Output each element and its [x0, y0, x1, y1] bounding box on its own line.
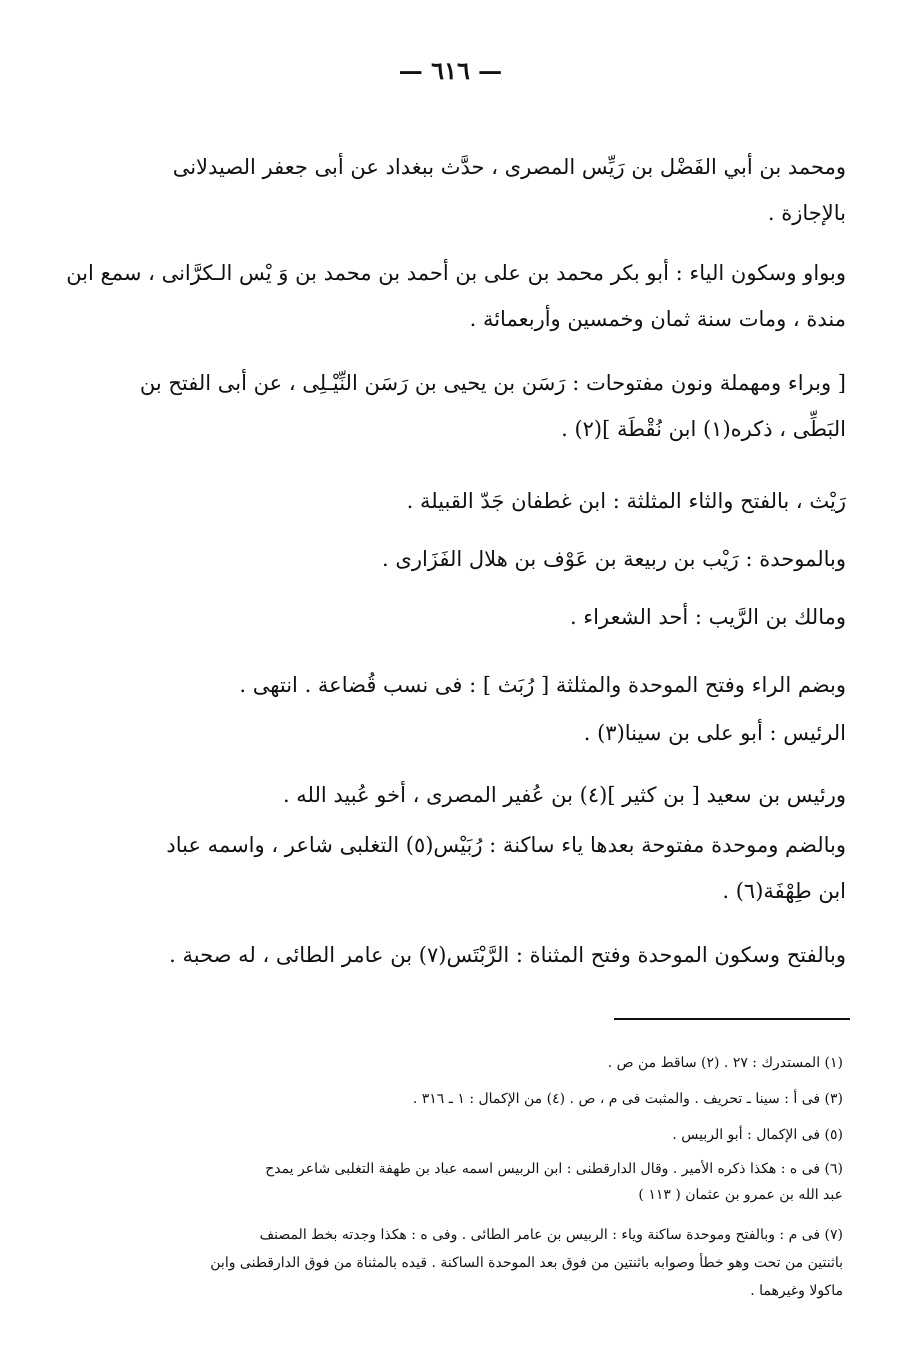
footnote-line: (٧) فى م : وبالفتح وموحدة ساكنة وياء : الربيس بن عامر الطائى . وفى ه : هكذا وجدته بخط المصنف — [259, 1227, 843, 1243]
body-line: ابن طِهْفَة(٦) . — [722, 879, 846, 903]
body-line: الرئيس : أبو على بن سينا(٣) . — [583, 721, 846, 745]
footnote-line: باثنتين من تحت وهو خطأ وصوابه باثنتين من فوق بعد الموحدة الساكنة . قيده بالمثناة من فوق الدارقطنى وابن — [210, 1255, 843, 1271]
footnote-line: (٣) فى أ : سينا ـ تحريف . والمثبت فى م ، ص . (٤) من الإكمال : ١ ـ ٣١٦ . — [412, 1091, 843, 1107]
body-line: وبالفتح وسكون الموحدة وفتح المثناة : الرَّبْتَس(٧) بن عامر الطائى ، له صحبة . — [169, 943, 846, 967]
body-line: رَيْث ، بالفتح والثاء المثلثة : ابن غطفان جَدّ القبيلة . — [406, 489, 846, 513]
footnote-line: ماكولا وغيرهما . — [750, 1283, 843, 1299]
body-line: ومحمد بن أبي الفَضْل بن رَيِّس المصرى ، حدَّث ببغداد عن أبى جعفر الصيدلانى — [172, 155, 846, 179]
body-line: وبضم الراء وفتح الموحدة والمثلثة [ رُبَث ] : فى نسب قُضاعة . انتهى . — [239, 673, 846, 697]
footnote-line: (٥) فى الإكمال : أبو الربيس . — [672, 1127, 843, 1143]
body-line: وبالضم وموحدة مفتوحة بعدها ياء ساكنة : رُبَيْس(٥) التغلبى شاعر ، واسمه عباد — [166, 833, 846, 857]
body-line: وبالموحدة : رَيْب بن ربيعة بن عَوْف بن هلال الفَزَارى . — [382, 547, 846, 571]
body-line: ورئيس بن سعيد [ بن كثير ](٤) بن عُفير المصرى ، أخو عُبيد الله . — [282, 783, 846, 807]
body-line: البَطِّى ، ذكره(١) ابن نُقْطَة ](٢) . — [561, 417, 846, 441]
body-line: مندة ، ومات سنة ثمان وخمسين وأربعمائة . — [469, 307, 846, 331]
footnote-line: (٦) فى ه : هكذا ذكره الأمير . وقال الدارقطنى : ابن الربيس اسمه عباد بن طهفة التغلبى شاعر يمدح — [265, 1161, 843, 1177]
body-line: بالإجازة . — [767, 201, 846, 225]
body-line: وبواو وسكون الياء : أبو بكر محمد بن على بن أحمد بن محمد بن وَ يْس الـكرَّانى ، سمع ابن — [66, 261, 846, 285]
footnote-separator — [614, 1018, 850, 1020]
body-line: [ وبراء ومهملة ونون مفتوحات : رَسَن بن يحيى بن رَسَن النِّيْـلِى ، عن أبى الفتح بن — [139, 371, 846, 395]
body-line: ومالك بن الرَّيب : أحد الشعراء . — [569, 605, 846, 629]
footnote-line: عبد الله بن عمرو بن عثمان ( ١١٣ ) — [638, 1187, 843, 1203]
page-number: — ٦١٦ — — [398, 56, 503, 85]
footnote-line: (١) المستدرك : ٢٧ . (٢) ساقط من ص . — [607, 1055, 843, 1071]
